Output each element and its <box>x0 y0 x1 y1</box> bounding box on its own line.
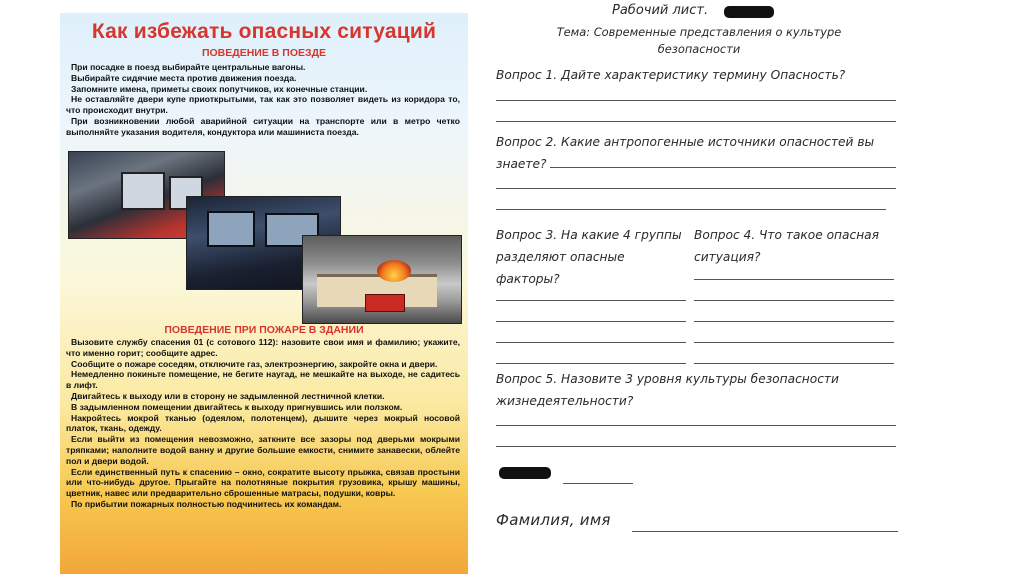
grade-line[interactable] <box>563 483 633 484</box>
answer-line[interactable] <box>550 167 896 168</box>
question-3: Вопрос 3. На какие 4 группы разделяют опасные факторы? <box>496 228 682 286</box>
answer-line[interactable] <box>694 300 894 301</box>
building-fire-photo <box>302 235 462 324</box>
fire-rule: Немедленно покиньте помещение, не бегите наугад, не мешкайте на выходе, не садитесь в лифт. <box>66 369 460 391</box>
train-rule: При возникновении любой аварийной ситуации на транспорте или в метро четко выполняйте указания водителя, кондуктора или машиниста поезда. <box>66 115 460 137</box>
train-rule: Выбирайте сидячие места против движения поезда. <box>71 72 297 83</box>
fire-rule: Сообщите о пожаре соседям, отключите газ, электроэнергию, закройте окна и двери. <box>71 358 438 369</box>
answer-line[interactable] <box>496 363 686 364</box>
safety-poster <box>60 13 468 574</box>
worksheet-title: Рабочий лист. <box>612 3 709 18</box>
fire-rule: По прибытии пожарных полностью подчинитесь их командам. <box>71 498 342 509</box>
answer-line[interactable] <box>496 446 896 447</box>
worksheet-topic: Тема: Современные представления о культуре безопасности <box>556 25 842 56</box>
answer-line[interactable] <box>496 121 896 122</box>
fire-rule: Двигайтесь к выходу или в сторону не задымленной лестничной клетки. <box>71 390 385 401</box>
answer-line[interactable] <box>496 342 686 343</box>
answer-line[interactable] <box>496 425 896 426</box>
answer-line[interactable] <box>496 188 896 189</box>
question-2: Вопрос 2. Какие антропогенные источники опасностей вы знаете? <box>496 135 875 171</box>
question-5: Вопрос 5. Назовите 3 уровня культуры безопасности жизнедеятельности? <box>496 372 839 408</box>
fire-rule: Если выйти из помещения невозможно, заткните все зазоры под дверьми мокрыми тряпками; наполните водой ванну и другие большие емкости, снимите занавески, облейте пол и двери водой. <box>66 434 460 466</box>
redacted-name-mark <box>724 6 774 18</box>
train-section-heading: ПОВЕДЕНИЕ В ПОЕЗДЕ <box>201 47 327 59</box>
name-field-line[interactable] <box>632 531 898 532</box>
fire-rule: Если единственный путь к спасению – окно, сократите высоту прыжка, связав простыни или что-нибудь другое. Прыгайте на полотняные покрытия грузовика, крышу машины, цветник, навес или предварительно сброшенные матрасы, подушки, ковры. <box>66 466 460 499</box>
answer-line[interactable] <box>694 279 894 280</box>
fire-rule: Накройтесь мокрой тканью (одеялом, полотенцем), дышите через мокрый носовой платок, ткань, одежду. <box>66 412 460 434</box>
redacted-mark <box>499 467 551 479</box>
answer-line[interactable] <box>496 209 886 210</box>
fire-rule: В задымленном помещении двигайтесь к выходу пригнувшись или ползком. <box>71 401 403 412</box>
fire-section-heading: ПОВЕДЕНИЕ ПРИ ПОЖАРЕ В ЗДАНИИ <box>164 324 364 336</box>
answer-line[interactable] <box>496 100 896 101</box>
fire-rules <box>66 337 460 510</box>
name-field-label: Фамилия, имя <box>496 511 611 529</box>
train-rule: Не оставляйте двери купе приоткрытыми, так как это позволяет видеть из коридора то, что происходит внутри. <box>66 94 460 116</box>
question-1: Вопрос 1. Дайте характеристику термину Опасность? <box>496 68 846 82</box>
fire-rule: Вызовите службу спасения 01 (с сотового 112): назовите свои имя и фамилию; укажите, что именно горит; сообщите адрес. <box>66 337 460 358</box>
train-rule: Запомните имена, приметы своих попутчиков, их конечные станции. <box>71 83 368 94</box>
train-rules <box>66 62 460 138</box>
poster-title: Как избежать опасных ситуаций <box>91 20 437 43</box>
answer-line[interactable] <box>496 321 686 322</box>
answer-line[interactable] <box>694 342 894 343</box>
answer-line[interactable] <box>694 321 894 322</box>
train-rule: При посадке в поезд выбирайте центральные вагоны. <box>71 62 306 72</box>
answer-line[interactable] <box>496 300 686 301</box>
answer-line[interactable] <box>694 363 894 364</box>
question-4: Вопрос 4. Что такое опасная ситуация? <box>694 228 879 264</box>
